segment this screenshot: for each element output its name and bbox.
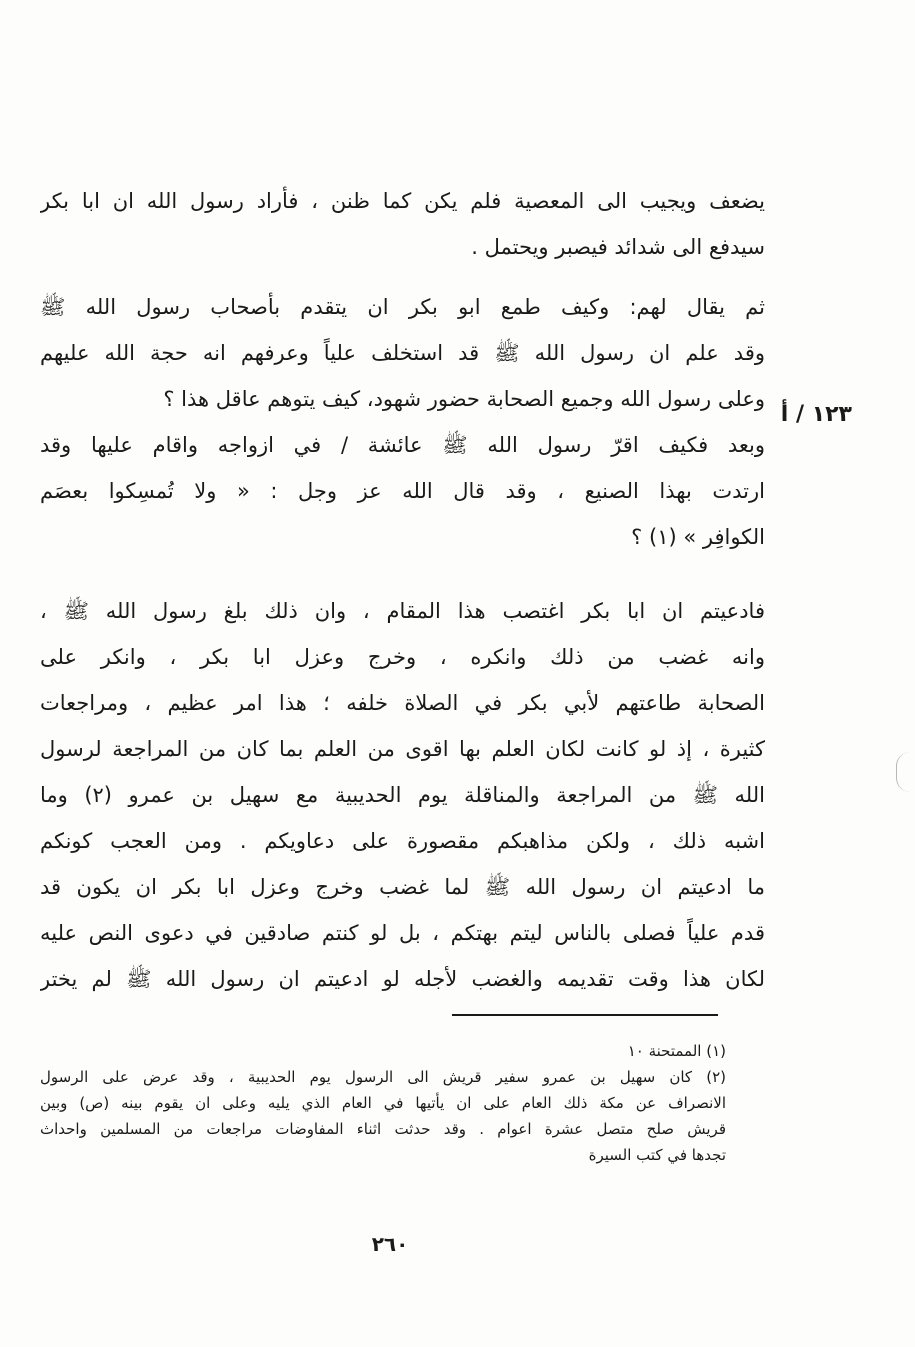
paragraph-gap (40, 560, 765, 588)
text-line: لكان هذا وقت تقديمه والغضب لأجله لو ادعيتم ان رسول الله ﷺ لم يختر (40, 967, 765, 991)
text-line: ما ادعيتم ان رسول الله ﷺ لما غضب وخرج وعزل ابا بكر ان يكون قد (40, 875, 765, 899)
footnote-divider (452, 1014, 718, 1016)
footnote-line: تجدها في كتب السيرة (588, 1146, 726, 1164)
text-line: وانه غضب من ذلك وانكره ، وخرج وعزل ابا بكر ، وانكر على (40, 645, 765, 669)
text-line: وبعد فكيف اقرّ رسول الله ﷺ عائشة / في ازواجه واقام عليها وقد (40, 433, 765, 457)
footnote-line: الانصراف عن مكة ذلك العام على ان يأتيها في العام الذي يليه وعلى ان يقوم بينه (ص) وبين (40, 1094, 726, 1112)
scan-edge-mark (896, 752, 911, 792)
text-line: الصحابة طاعتهم لأبي بكر في الصلاة خلفه ؛ هذا امر عظيم ، ومراجعات (40, 691, 765, 715)
paragraph-gap (40, 270, 765, 284)
text-line: ثم يقال لهم: وكيف طمع ابو بكر ان يتقدم بأصحاب رسول الله ﷺ (40, 295, 765, 319)
margin-folio-reference: ١٢٣ / أ (780, 402, 852, 427)
page-number: ٢٦٠ (371, 1232, 409, 1256)
footnote-line: (١) الممتحنة ١٠ (627, 1042, 726, 1060)
text-line: وقد علم ان رسول الله ﷺ قد استخلف علياً وعرفهم انه حجة الله عليهم (40, 341, 765, 365)
text-line: فادعيتم ان ابا بكر اغتصب هذا المقام ، وان ذلك بلغ رسول الله ﷺ ، (40, 599, 765, 623)
footnote-line: قريش صلح متصل عشرة اعوام . وقد حدثت اثناء المفاوضات مراجعات من المسلمين واحداث (40, 1120, 726, 1138)
text-line: يضعف ويجيب الى المعصية فلم يكن كما ظنن ، فأراد رسول الله ان ابا بكر (40, 189, 765, 213)
footnote-line: (٢) كان سهيل بن عمرو سفير قريش الى الرسول يوم الحديبية ، وقد عرض على الرسول (40, 1068, 726, 1086)
text-line: الكوافِر » (١) ؟ (631, 525, 765, 549)
main-text-body (40, 178, 765, 1002)
text-line: الله ﷺ من المراجعة والمناقلة يوم الحديبية مع سهيل بن عمرو (٢) وما (40, 783, 765, 807)
text-line: ارتدت بهذا الصنيع ، وقد قال الله عز وجل : « ولا تُمسِكوا بعصَم (40, 479, 765, 503)
text-line: وعلى رسول الله وجميع الصحابة حضور شهود، كيف يتوهم عاقل هذا ؟ (163, 387, 765, 411)
text-line: اشبه ذلك ، ولكن مذاهبكم مقصورة على دعاويكم . ومن العجب كونكم (40, 829, 765, 853)
text-line: قدم علياً فصلى بالناس ليتم بهتكم ، بل لو كنتم صادقين في دعوى النص عليه (40, 921, 765, 945)
footnotes-block (40, 1038, 726, 1168)
text-line: كثيرة ، إذ لو كانت لكان العلم بها اقوى من العلم بما كان من المراجعة لرسول (40, 737, 765, 761)
text-line: سيدفع الى شدائد فيصبر ويحتمل . (471, 235, 765, 259)
